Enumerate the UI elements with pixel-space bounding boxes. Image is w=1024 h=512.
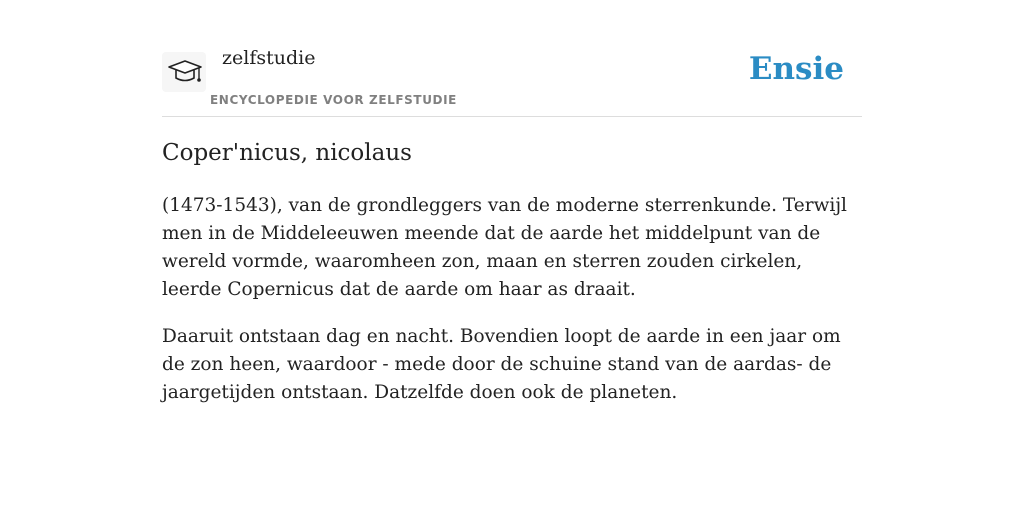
article-body: [162, 192, 862, 426]
article-title: Coper'nicus, nicolaus: [162, 140, 412, 166]
brand-logo[interactable]: Ensie: [748, 51, 844, 87]
article-paragraph: Daaruit ontstaan dag en nacht. Bovendien loopt de aarde in een jaar om de zon heen, waardoor - mede door de schuine stand van de aardas- de jaargetijden ontstaan. Datzelfde doen ook de planeten.: [162, 326, 841, 403]
site-tagline: ENCYCLOPEDIE VOOR ZELFSTUDIE: [210, 93, 457, 107]
graduation-cap-icon[interactable]: [162, 52, 206, 92]
article-paragraph: (1473-1543), van de grondleggers van de moderne sterrenkunde. Terwijl men in de Middeleeuwen meende dat de aarde het middelpunt van de wereld vormde, waaromheen zon, maan en sterren zouden cirkelen, leerde Copernicus dat de aarde om haar as draait.: [162, 195, 847, 300]
site-name[interactable]: zelfstudie: [222, 47, 316, 69]
site-header: [162, 40, 862, 117]
